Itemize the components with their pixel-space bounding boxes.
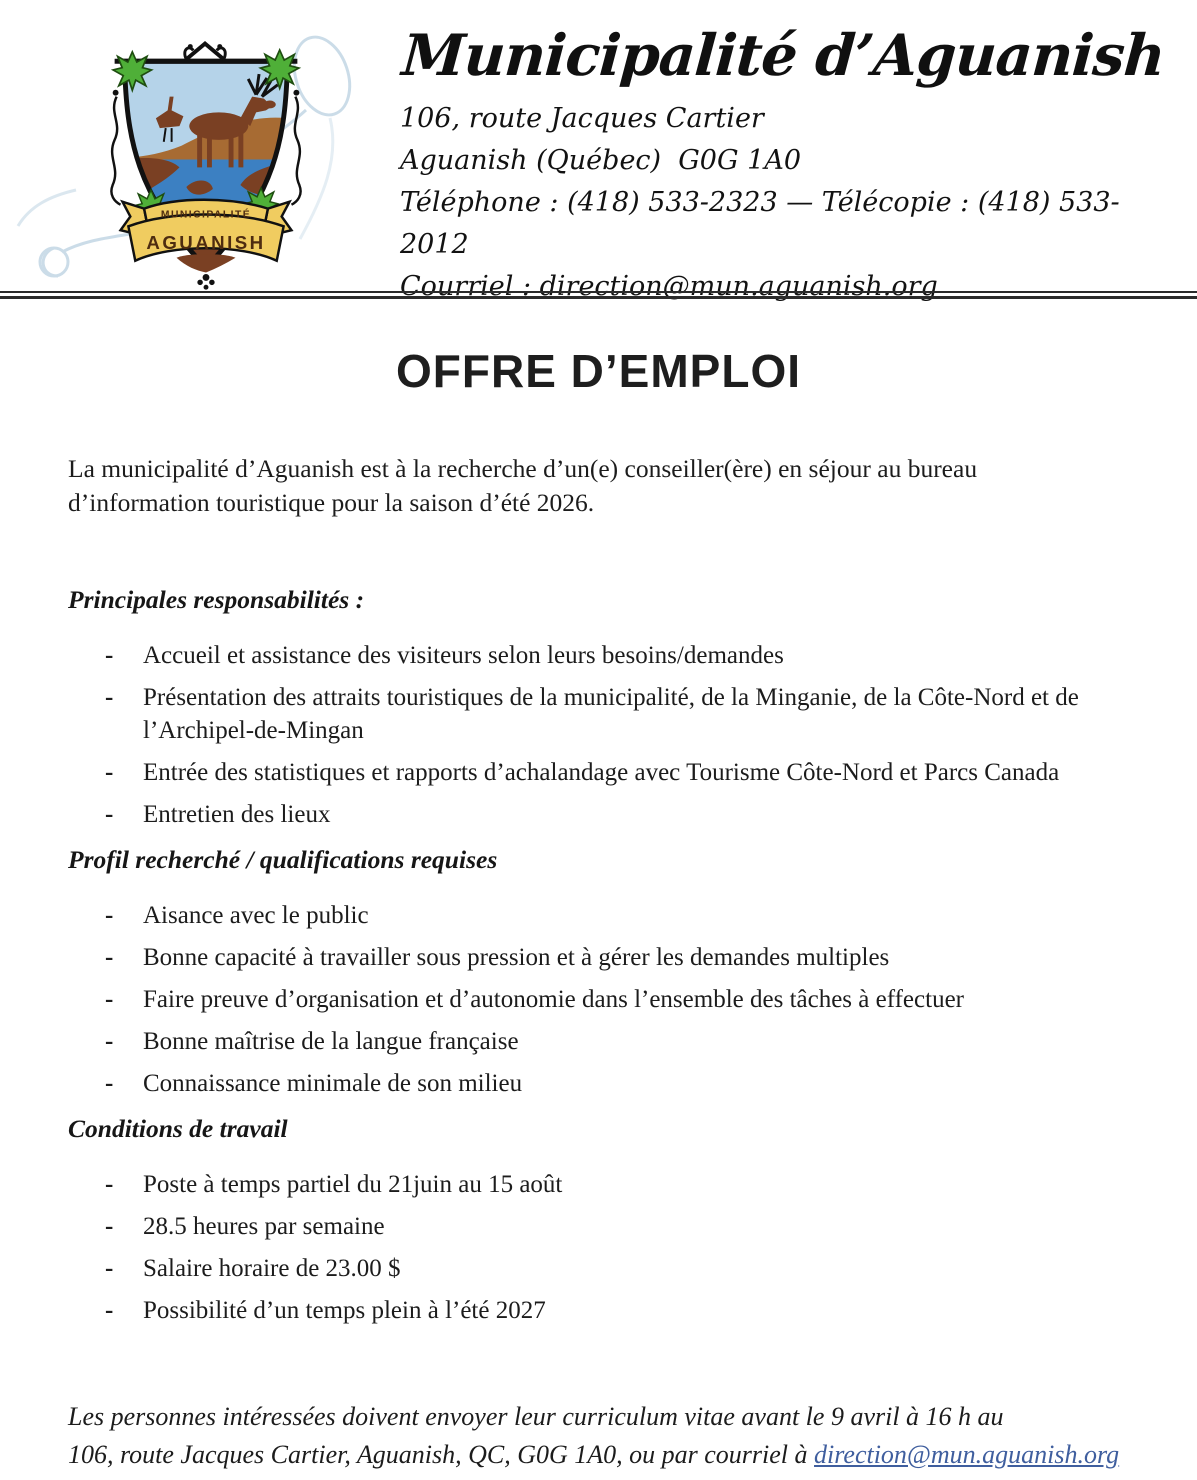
bullet-text: Connaissance minimale de son milieu xyxy=(143,1070,523,1097)
dash-marker: - xyxy=(105,944,114,971)
municipality-crest-logo xyxy=(92,20,320,300)
crest-banner-top-label: MUNICIPALITÉ xyxy=(160,209,252,221)
crest-bottom-tassel xyxy=(197,274,214,290)
bullet-text: Possibilité d’un temps plein à l’été 2027 xyxy=(143,1297,546,1324)
dash-marker: - xyxy=(105,986,114,1013)
responsibilities-list xyxy=(68,639,1130,831)
section-heading-responsabilites: Principales responsabilités : xyxy=(68,585,365,614)
bullet-text: Accueil et assistance des visiteurs selon leurs besoins/demandes xyxy=(143,642,784,669)
address-block xyxy=(400,98,1180,308)
dash-marker: - xyxy=(105,902,114,929)
bullet-text: Faire preuve d’organisation et d’autonomie dans l’ensemble des tâches à effectuer xyxy=(143,986,964,1013)
closing-line-2 xyxy=(68,1436,1143,1474)
bullet-text: Bonne capacité à travailler sous pression et à gérer les demandes multiples xyxy=(143,944,890,971)
list-item xyxy=(68,1294,1130,1327)
bullet-text: Entretien des lieux xyxy=(143,801,331,828)
crest-banner-bottom-label: AGUANISH xyxy=(146,231,266,253)
dash-marker: - xyxy=(105,1213,114,1240)
list-item xyxy=(68,983,1130,1016)
list-item xyxy=(68,681,1130,747)
bullet-text: Entrée des statistiques et rapports d’achalandage avec Tourisme Côte-Nord et Parcs Canada xyxy=(143,759,1060,786)
address-line-1: 106, route Jacques Cartier xyxy=(400,102,764,134)
list-item xyxy=(68,756,1130,789)
crest-top-ornament xyxy=(185,44,225,60)
list-item xyxy=(68,1067,1130,1100)
letterhead xyxy=(399,22,1180,308)
bullet-text: Salaire horaire de 23.00 $ xyxy=(143,1255,401,1282)
list-item xyxy=(68,1025,1130,1058)
list-item xyxy=(68,1168,1130,1201)
section-heading-profil: Profil recherché / qualifications requises xyxy=(68,845,498,874)
closing-line-2-text: 106, route Jacques Cartier, Aguanish, QC, G0G 1A0, ou par courriel à xyxy=(68,1440,815,1469)
document-title: OFFRE D’EMPLOI xyxy=(396,345,801,397)
closing-line-1: Les personnes intéressées doivent envoyer leur curriculum vitae avant le 9 avril à 16 h au xyxy=(68,1402,1004,1431)
dash-marker: - xyxy=(105,1171,114,1198)
list-item xyxy=(68,798,1130,831)
list-item xyxy=(68,1252,1130,1285)
bullet-text: Bonne maîtrise de la langue française xyxy=(143,1028,519,1055)
dash-marker: - xyxy=(105,1028,114,1055)
application-instructions xyxy=(68,1398,1143,1474)
address-line-2: Aguanish (Québec) G0G 1A0 xyxy=(400,144,801,176)
crest-banner xyxy=(121,200,292,290)
email-line: Courriel : direction@mun.aguanish.org xyxy=(400,270,938,302)
dash-marker: - xyxy=(105,1255,114,1282)
job-offer-body xyxy=(68,585,1130,1341)
list-item xyxy=(68,639,1130,672)
dash-marker: - xyxy=(105,759,114,786)
bullet-text: Aisance avec le public xyxy=(143,902,369,929)
list-item xyxy=(68,899,1130,932)
dash-marker: - xyxy=(105,801,114,828)
dash-marker: - xyxy=(105,1070,114,1097)
municipality-title: Municipalité d’Aguanish xyxy=(399,22,1167,89)
dash-marker: - xyxy=(105,1297,114,1324)
list-item xyxy=(68,941,1130,974)
intro-paragraph: La municipalité d’Aguanish est à la recherche d’un(e) conseiller(ère) en séjour au bureau d’information touristique pour la saison d’été 2026. xyxy=(68,454,978,517)
section-heading-conditions: Conditions de travail xyxy=(68,1114,288,1143)
bullet-text: Présentation des attraits touristiques de la municipalité, de la Minganie, de la Côte-Nord et de l’Archipel-de-Mingan xyxy=(143,684,1079,744)
bullet-text: Poste à temps partiel du 21juin au 15 août xyxy=(143,1171,563,1198)
email-link[interactable]: direction@mun.aguanish.org xyxy=(814,1440,1120,1469)
dash-marker: - xyxy=(105,642,114,669)
phone-fax-line: Téléphone : (418) 533-2323 — Télécopie : (418) 533-2012 xyxy=(400,186,1120,260)
header-divider-rule xyxy=(0,291,1197,299)
dash-marker: - xyxy=(105,684,114,711)
list-item xyxy=(68,1210,1130,1243)
qualifications-list xyxy=(68,899,1130,1100)
bullet-text: 28.5 heures par semaine xyxy=(143,1213,385,1240)
work-conditions-list xyxy=(68,1168,1130,1327)
